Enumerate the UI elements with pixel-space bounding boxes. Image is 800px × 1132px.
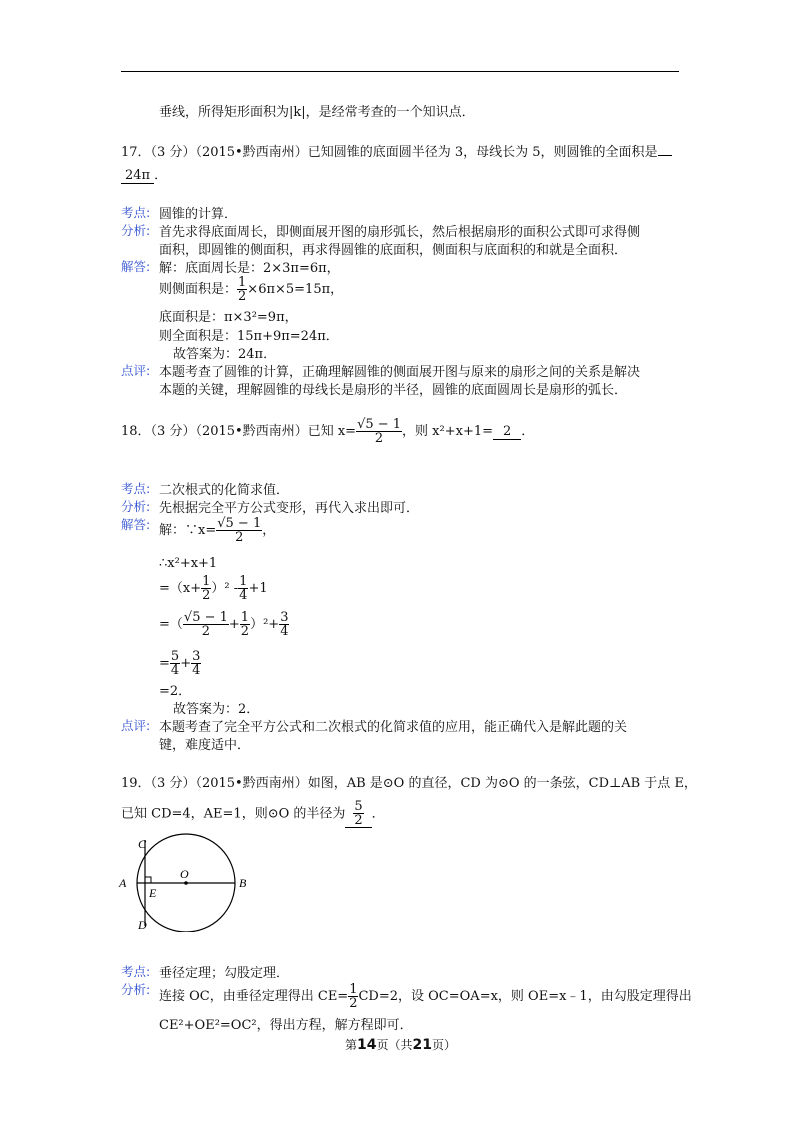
q18-tail: ． [521,424,535,439]
q18-s5-a: = [159,656,170,671]
q18-x-fraction [356,418,402,445]
frac-num: √5 − 1 [217,516,262,531]
q17-jieda-4: 则全面积是：15π+9π=24π． [159,329,339,344]
q18-mid: ，则 x²+x+1= [402,424,494,439]
frac-den: 4 [280,624,289,639]
q18-kaodian: 二次根式的化简求值． [159,483,290,498]
q18-kaodian-label: 考点: [121,481,151,496]
q17-fenxi-label: 分析: [121,223,151,238]
frac-half [201,575,211,602]
q17-jieda-label: 解答: [121,259,151,274]
q18-dianping-label: 点评: [121,718,151,733]
center-point [184,881,188,885]
q17-jieda-2 [159,276,343,303]
right-angle-mark [145,877,151,883]
q17-jieda-3: 底面积是：π×3²=9π， [159,310,298,325]
q17-jieda-2-pre: 则侧面积是： [159,282,238,297]
page-number: 14 [357,1037,377,1053]
label-e: E [149,886,157,900]
q18-step-2: ∴x²+x+1 [159,556,218,571]
frac-den: 4 [239,588,248,603]
frac-den: 2 [238,289,247,304]
q18-answer: 2 [493,424,521,440]
frac-den: 2 [374,431,384,446]
q18-s4-root-fraction [183,611,229,638]
frac-half [240,611,250,638]
label-a: A [119,876,127,890]
q18-s1-fraction [216,517,262,544]
frac-den: 2 [202,588,211,603]
q17-jieda-2-post: ×6π×5=15π， [247,282,344,297]
frac-den: 2 [354,813,363,828]
q17-dianping-label: 点评: [121,363,151,378]
q19-fenxi-1b: CD=2，设 OC=OA=x，则 OE=x﹣1，由勾股定理得出 [358,989,692,1004]
frac-num: 5 [170,649,180,664]
label-c: C [138,837,147,851]
q17-answer: 24π [121,168,154,184]
q18-s3-b: ）² - [211,581,239,596]
q17-fenxi-2: 面积，即圆锥的侧面积，再求得圆锥的底面积，侧面积与底面积的和就是全面积． [159,243,628,258]
q17-answer-line [121,164,167,183]
fraction-half [237,276,247,303]
frac-quarter [238,575,248,602]
label-d: D [138,918,147,932]
q19-head-1: 19．（3 分）（2015•黔西南州）如图，AB 是⊙O 的直径，CD 为⊙O 的一条弦，CD⊥AB 于点 E， [121,776,697,791]
q18-fenxi: 先根据完全平方公式变形，再代入求出即可． [159,501,420,516]
q18-step-1 [159,517,275,544]
frac-den: 4 [170,663,180,678]
total-pages: 21 [412,1037,432,1053]
q17-dianping-2: 本题的关键，理解圆锥的母线长是扇形的半径，圆锥的底面圆周长是扇形的弧长． [159,383,628,398]
q18-s1-pre: 解：∵x= [159,523,217,538]
q17-jieda-1: 解：底面周长是：2×3π=6π， [159,261,340,276]
frac-den: 2 [235,530,244,545]
frac-den: 2 [240,624,250,639]
frac-num: 1 [240,610,250,625]
q18-s4-c: ）²+ [250,617,280,632]
q17-jieda-5: 故答案为：24π． [173,347,277,362]
q17-head [121,141,672,160]
q18-step-4 [159,611,289,638]
frac-den: 2 [201,624,211,639]
page-footer [345,1036,456,1053]
footer-post: 页） [432,1038,457,1052]
q18-s5-b: + [180,656,192,671]
label-o: O [180,867,189,881]
q18-dianping-1: 本题考查了完全平方公式和二次根式的化简求值的应用，能正确代入是解此题的关 [159,720,628,735]
label-b: B [239,876,247,890]
q18-step-6: =2． [159,684,192,699]
q19-fenxi-2: CE²+OE²=OC²，得出方程，解方程即可． [159,1018,413,1033]
q17-text: 17．（3 分）（2015•黔西南州）已知圆锥的底面圆半径为 3，母线长为 5，则圆锥的全面积是 [121,145,658,160]
q18-s3-a: =（x+ [159,581,202,596]
q17-kaodian-label: 考点: [121,205,151,220]
continued-text: 垂线，所得矩形面积为|k|，是经常考查的一个知识点． [159,105,475,120]
q17-dianping-1: 本题考查了圆锥的计算，正确理解圆锥的侧面展开图与原来的扇形之间的关系是解决 [159,365,641,380]
q18-step-7: 故答案为：2． [173,702,260,717]
q18-fenxi-label: 分析: [121,499,151,514]
q19-tail: ． [371,806,385,822]
q19-fenxi-1 [159,983,692,1010]
q19-kaodian: 垂径定理；勾股定理． [159,966,290,981]
frac-num: 1 [239,574,248,589]
frac-three-quarters [279,611,289,638]
frac-three-quarters [191,650,201,677]
frac-num: 3 [280,610,289,625]
q19-fenxi-label: 分析: [121,982,151,997]
q19-text: 已知 CD=4，AE=1，则⊙O 的半径为 [121,806,346,822]
frac-num: 1 [238,275,247,290]
q19-answer [345,800,371,828]
circle-figure [116,832,266,932]
q19-kaodian-label: 考点: [121,964,151,979]
q18-s4-a: =（ [159,617,183,632]
frac-den: 2 [349,996,358,1011]
q18-step-5 [159,650,201,677]
q18-text: 18．（3 分）（2015•黔西南州）已知 x= [121,424,357,439]
frac-num: 5 [354,799,363,814]
q18-jieda-label: 解答: [121,517,151,532]
frac-den: 4 [192,663,201,678]
q18-s1-post: ， [262,523,276,538]
q18-s4-b: + [228,617,240,632]
frac-num: √5 − 1 [183,610,228,625]
q17-tail: ． [154,168,168,183]
frac-five-quarters [170,650,180,677]
q18-step-3 [159,575,268,602]
q18-dianping-2: 键，难度适中． [159,738,251,753]
frac-half [348,983,358,1010]
q17-kaodian: 圆锥的计算． [159,207,238,222]
q19-head-2 [121,800,385,828]
q19-fenxi-1a: 连接 OC，由垂径定理得出 CE= [159,989,349,1004]
q18-s3-c: +1 [248,581,268,596]
footer-mid: 页（共 [376,1038,413,1052]
header-rule [121,71,679,72]
q18-head [121,418,534,445]
q17-fenxi-1: 首先求得底面周长，即侧面展开图的扇形弧长，然后根据扇形的面积公式即可求得侧 [159,225,641,240]
frac-num: 1 [202,574,211,589]
frac-num: 1 [349,982,358,997]
frac-num: √5 − 1 [357,417,402,432]
frac-num: 3 [192,649,201,664]
footer-pre: 第 [345,1038,358,1052]
